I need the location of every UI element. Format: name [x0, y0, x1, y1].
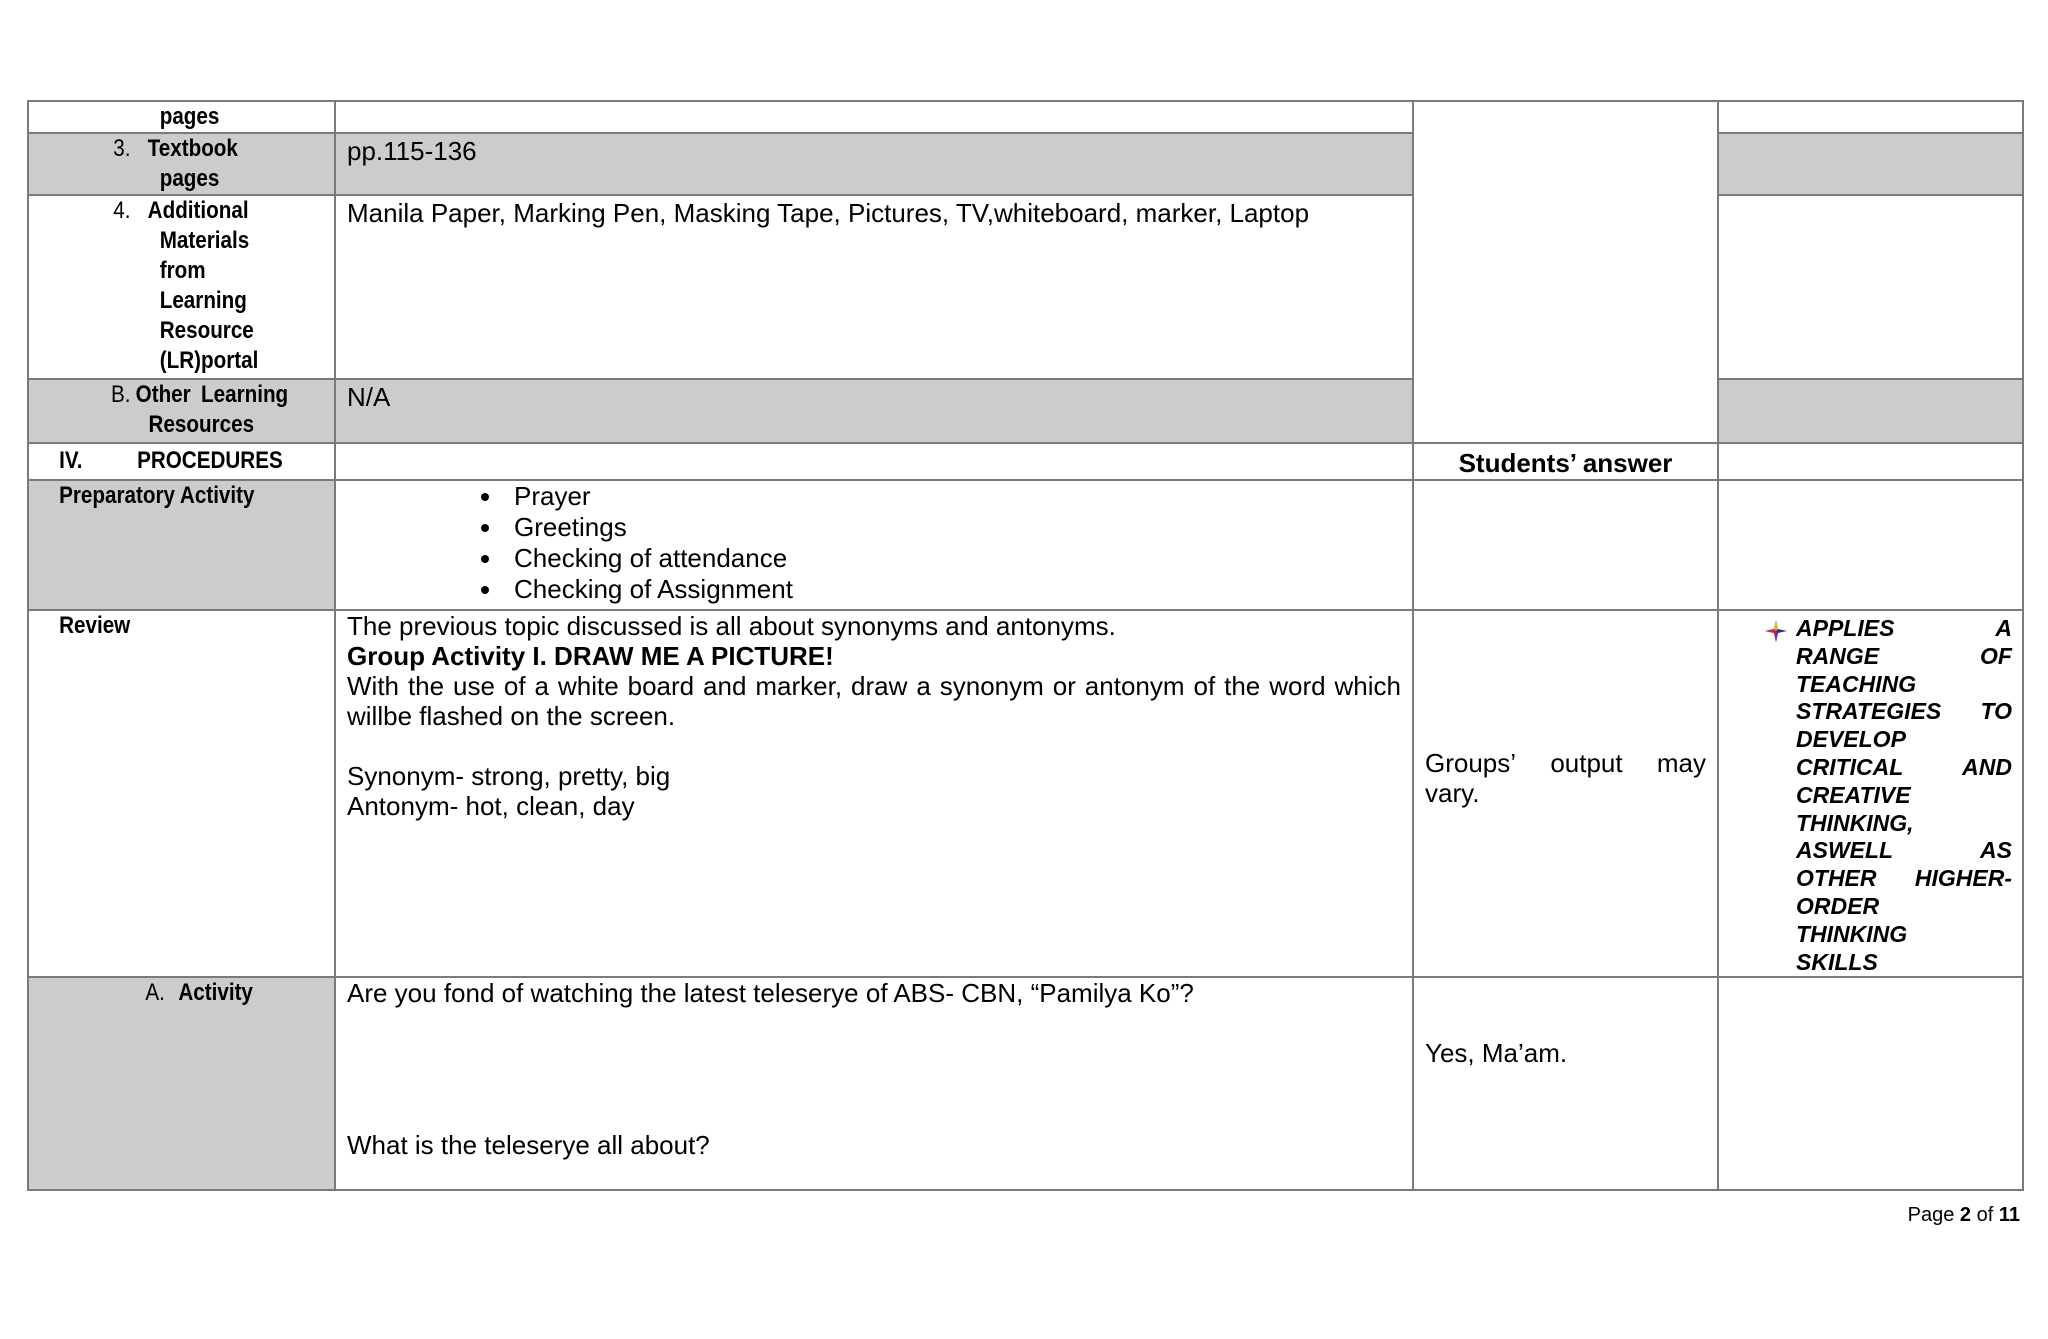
current-page-number: 2 — [1959, 1204, 1972, 1226]
additional-label-cell — [28, 195, 335, 379]
competency-word: STRATEGIES — [1796, 698, 1942, 725]
preparatory-answer-cell — [1413, 480, 1718, 610]
competency-word: HIGHER- — [1914, 865, 2012, 892]
table-row-additional-materials — [28, 195, 2023, 379]
other-label-cell — [28, 379, 335, 443]
synonym-words: Synonym- strong, pretty, big — [347, 761, 671, 791]
review-competency-cell — [1718, 610, 2023, 977]
other-label-word-1: Other — [135, 381, 191, 408]
lesson-plan-table — [27, 100, 2024, 1191]
list-item: • Checking of Assignment — [504, 574, 1412, 605]
activity-question-2: What is the teleserye all about? — [347, 1130, 710, 1161]
preparatory-list — [336, 481, 1412, 605]
page-of: of — [1976, 1204, 1994, 1226]
textbook-label-line2: pages — [159, 165, 220, 192]
competency-word: A — [1995, 615, 2012, 641]
additional-label-line-2: Materials — [159, 227, 250, 254]
students-answer-header-cell — [1413, 443, 1718, 480]
other-label-line2: Resources — [148, 411, 255, 438]
additional-label-line-6: (LR)portal — [159, 347, 259, 374]
pages-label-cell — [28, 101, 335, 133]
activity-answer-cell — [1413, 977, 1718, 1190]
antonym-words: Antonym- hot, clean, day — [347, 791, 635, 821]
competency-word: OTHER — [1796, 865, 1877, 892]
review-content-cell — [335, 610, 1413, 977]
additional-content-cell — [335, 195, 1413, 379]
pages-label: pages — [159, 103, 220, 130]
review-label: Review — [59, 612, 131, 639]
textbook-label: Textbook — [147, 135, 238, 162]
table-row-pages — [28, 101, 2023, 133]
additional-label-line-4: Learning — [159, 287, 247, 314]
activity-answer: Yes, Ma’am. — [1425, 1038, 1568, 1069]
activity-question-1: Are you fond of watching the latest teleserye of ABS- CBN, “Pamilya Ko”? — [347, 978, 1194, 1009]
procedures-content-cell — [335, 443, 1413, 480]
competency-word: CRITICAL — [1796, 753, 1904, 780]
competency-word: DEVELOP — [1796, 726, 1906, 753]
activity-label-cell — [28, 977, 335, 1190]
competency-word: APPLIES — [1796, 615, 1895, 641]
preparatory-label: Preparatory Activity — [59, 482, 255, 509]
pages-remarks-cell — [1718, 101, 2023, 133]
answer-word: may — [1656, 747, 1706, 778]
table-row-review — [28, 610, 2023, 977]
textbook-number: 3. — [113, 135, 131, 162]
review-instruction-text: With the use of a white board and marker, draw a synonym or antonym of the word which willbe flashed on the screen. — [347, 671, 1401, 731]
list-item: • Greetings — [504, 512, 1412, 543]
other-resources-value: N/A — [347, 382, 391, 412]
additional-label-line-5: Resource — [159, 317, 254, 344]
review-label-cell — [28, 610, 335, 977]
review-answer-cell — [1413, 610, 1718, 977]
page-number-footer — [1908, 1204, 2020, 1227]
competency-word: SKILLS — [1796, 948, 1878, 975]
additional-materials-value: Manila Paper, Marking Pen, Masking Tape, Pictures, TV,whiteboard, marker, Laptop — [347, 198, 1310, 228]
competency-word: OF — [1980, 642, 2012, 669]
competency-word: TEACHING — [1796, 670, 1917, 697]
students-answer-heading: Students’ answer — [1458, 448, 1673, 478]
table-row-activity — [28, 977, 2023, 1190]
additional-label-line-1: Additional — [147, 197, 249, 224]
table-row-procedures — [28, 443, 2023, 480]
four-point-star-bullet-icon — [1764, 615, 1796, 976]
procedures-number: IV. — [59, 447, 83, 474]
other-remarks-cell — [1718, 379, 2023, 443]
answer-word: Groups’ — [1425, 747, 1517, 778]
procedures-label-cell — [28, 443, 335, 480]
activity-remarks-cell — [1718, 977, 2023, 1190]
additional-number: 4. — [113, 197, 131, 224]
merged-answer-cell — [1413, 101, 1718, 443]
competency-word: AS — [1980, 837, 2012, 864]
table-row-preparatory — [28, 480, 2023, 610]
competency-word: TO — [1980, 698, 2012, 725]
answer-word: output — [1550, 747, 1623, 778]
total-page-count: 11 — [1998, 1204, 2020, 1226]
other-content-cell — [335, 379, 1413, 443]
competency-word: ORDER — [1796, 892, 1880, 919]
competency-word: ASWELL — [1796, 837, 1894, 864]
preparatory-remarks-cell — [1718, 480, 2023, 610]
preparatory-content-cell — [335, 480, 1413, 610]
textbook-pages-value: pp.115-136 — [347, 136, 477, 166]
other-number: B. — [110, 381, 131, 408]
textbook-remarks-cell — [1718, 133, 2023, 195]
procedures-label: PROCEDURES — [137, 447, 283, 474]
competency-word: THINKING, — [1796, 809, 1914, 836]
review-intro-text: The previous topic discussed is all about synonyms and antonyms. — [347, 611, 1116, 641]
list-item: • Checking of attendance — [504, 543, 1412, 574]
textbook-label-cell — [28, 133, 335, 195]
additional-label-line-3: from — [159, 257, 206, 284]
procedures-remarks-cell — [1718, 443, 2023, 480]
other-label-word-2: Learning — [201, 381, 289, 408]
group-activity-title: Group Activity I. DRAW ME A PICTURE! — [347, 641, 834, 671]
preparatory-label-cell — [28, 480, 335, 610]
competency-word: RANGE — [1796, 642, 1880, 669]
pages-content-cell — [335, 101, 1413, 133]
competency-word: CREATIVE — [1796, 781, 1911, 808]
competency-word: THINKING — [1796, 920, 1908, 947]
activity-label: Activity — [178, 979, 253, 1007]
competency-word: AND — [1962, 753, 2012, 780]
list-item: • Prayer — [504, 481, 1412, 512]
competency-text — [1796, 615, 2012, 976]
textbook-content-cell — [335, 133, 1413, 195]
review-answer-line2: vary. — [1425, 777, 1480, 808]
activity-number: A. — [145, 979, 165, 1007]
additional-remarks-cell — [1718, 195, 2023, 379]
table-row-textbook — [28, 133, 2023, 195]
page-prefix: Page — [1907, 1204, 1955, 1226]
table-row-other-resources — [28, 379, 2023, 443]
activity-content-cell — [335, 977, 1413, 1190]
